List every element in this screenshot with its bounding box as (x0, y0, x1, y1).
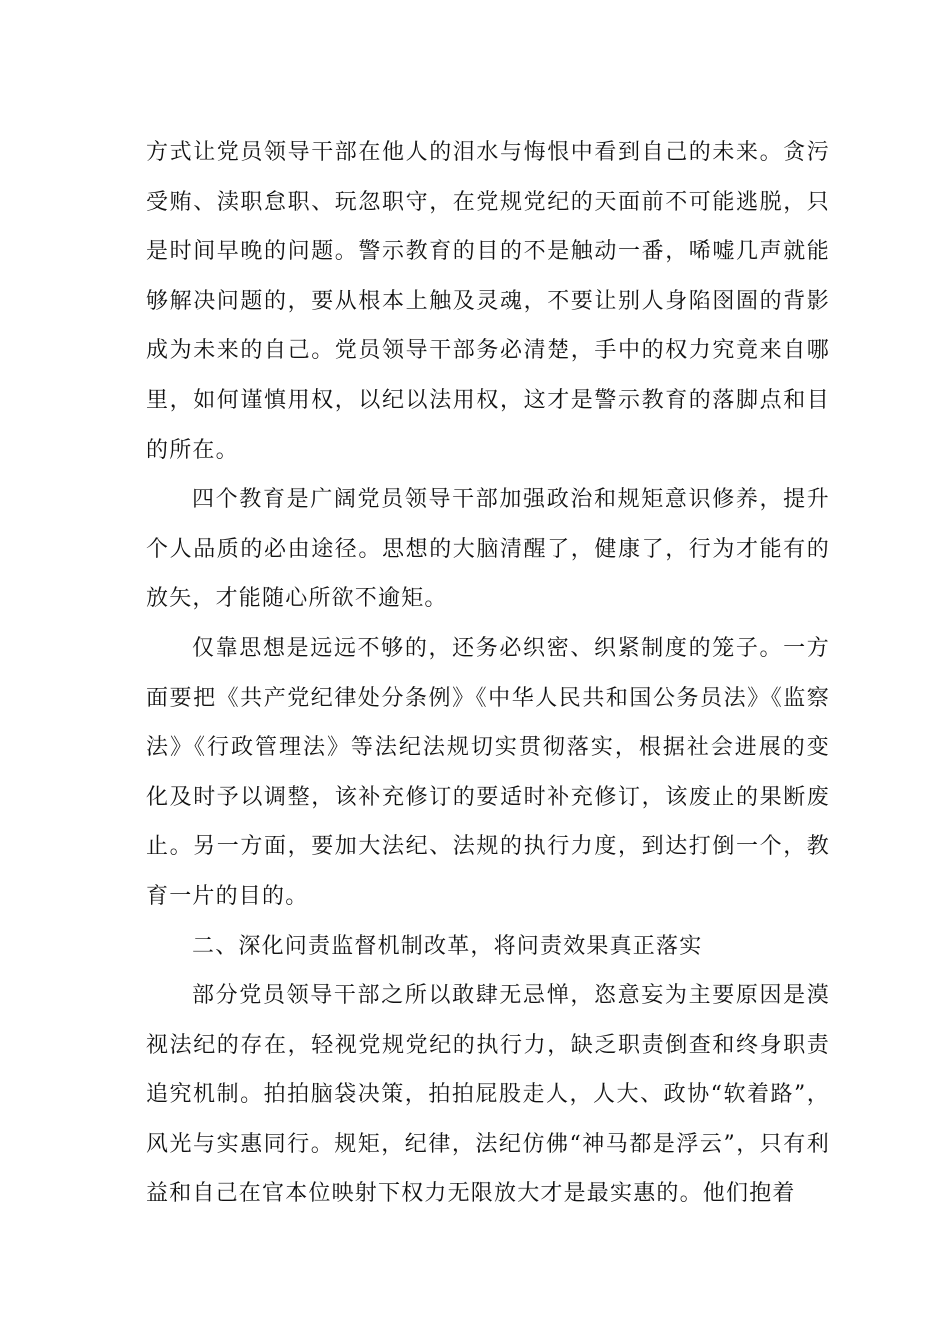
document-body (146, 128, 830, 1219)
section-heading: 二、深化问责监督机制改革，将问责效果真正落实 (192, 933, 703, 959)
paragraph-4: 部分党员领导干部之所以敢肆无忌惮，恣意妄为主要原因是漠视法纪的存在，轻视党规党纪的执行力，缺乏职责倒查和终身职责追究机制。拍拍脑袋决策，拍拍屁股走人，人大、政协“软着路”，风光与实惠同行。规矩，纪律，法纪仿佛“神马都是浮云”，只有利益和自己在官本位映射下权力无限放大才是最实惠的。他们抱着 (146, 983, 830, 1207)
paragraph-2: 四个教育是广阔党员领导干部加强政治和规矩意识修养，提升个人品质的必由途径。思想的大脑清醒了，健康了，行为才能有的放矢，才能随心所欲不逾矩。 (146, 487, 830, 612)
paragraph-1: 方式让党员领导干部在他人的泪水与悔恨中看到自己的未来。贪污受贿、渎职怠职、玩忽职守，在党规党纪的天面前不可能逃脱，只是时间早晚的问题。警示教育的目的不是触动一番，唏嘘几声就能够解决问题的，要从根本上触及灵魂，不要让别人身陷囹圄的背影成为未来的自己。党员领导干部务必清楚，手中的权力究竟来自哪里，如何谨慎用权，以纪以法用权，这才是警示教育的落脚点和目的所在。 (146, 140, 830, 463)
paragraph-3: 仅靠思想是远远不够的，还务必织密、织紧制度的笼子。一方面要把《共产党纪律处分条例》《中华人民共和国公务员法》《监察法》《行政管理法》等法纪法规切实贯彻落实，根据社会进展的变化及时予以调整，该补充修订的要适时补充修订，该废止的果断废止。另一方面，要加大法纪、法规的执行力度，到达打倒一个，教育一片的目的。 (146, 635, 830, 909)
